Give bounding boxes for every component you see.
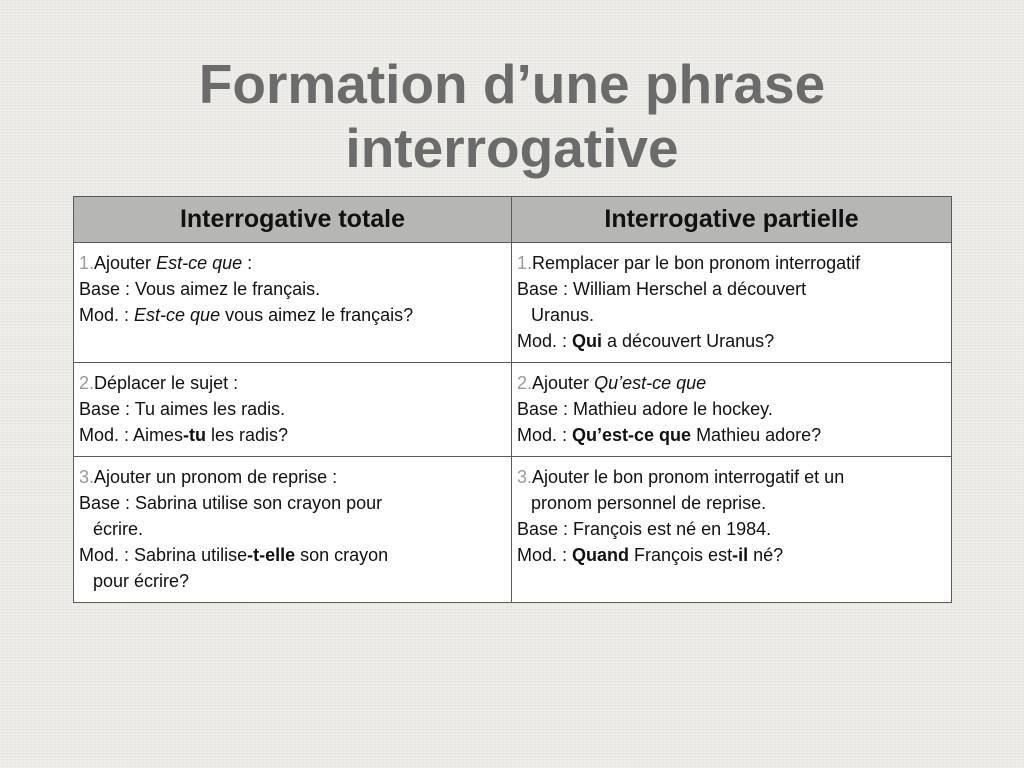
step-line bbox=[517, 370, 946, 396]
step-number: 3. bbox=[517, 467, 533, 487]
step-text: Ajouter un pronom de reprise : bbox=[94, 467, 338, 487]
mod-prefix: Mod. : Aimes bbox=[79, 425, 184, 445]
mod-line bbox=[517, 328, 946, 354]
table-row bbox=[74, 363, 952, 457]
header-interrogative-partielle: Interrogative partielle bbox=[512, 197, 952, 243]
step-text: Ajouter bbox=[532, 373, 595, 393]
step-number: 3. bbox=[79, 467, 95, 487]
mod-line bbox=[517, 422, 946, 448]
base-line: Base : François est né en 1984. bbox=[517, 519, 772, 539]
mod-bold: -t-elle bbox=[247, 545, 296, 565]
slide-title-line-2: interrogative bbox=[345, 117, 679, 179]
mod-suffix: les radis? bbox=[206, 425, 289, 445]
mod-prefix: Mod. : bbox=[517, 545, 573, 565]
base-line-continued: écrire. bbox=[93, 519, 144, 539]
mod-suffix: vous aimez le français? bbox=[220, 305, 414, 325]
mod-bold: Quand bbox=[572, 545, 630, 565]
step-line bbox=[79, 370, 506, 396]
step-line bbox=[517, 250, 946, 276]
mod-line bbox=[517, 542, 946, 568]
mod-suffix: a découvert Uranus? bbox=[602, 331, 775, 351]
mod-bold: Qu’est-ce que bbox=[572, 425, 692, 445]
step-emphasis: Qu’est-ce que bbox=[594, 373, 707, 393]
step-emphasis: Est-ce que bbox=[156, 253, 243, 273]
step-number: 2. bbox=[79, 373, 95, 393]
base-line: Base : Vous aimez le français. bbox=[79, 279, 321, 299]
mod-line-continued: pour écrire? bbox=[93, 571, 190, 591]
header-interrogative-totale: Interrogative totale bbox=[74, 197, 512, 243]
mod-line bbox=[79, 422, 506, 448]
slide-title-line-1: Formation d’une phrase bbox=[198, 53, 826, 115]
base-line: Base : Mathieu adore le hockey. bbox=[517, 399, 773, 419]
table-row bbox=[74, 243, 952, 363]
mod-line bbox=[79, 302, 506, 328]
cell-totale-1 bbox=[74, 243, 512, 363]
step-line bbox=[517, 464, 946, 490]
table-row bbox=[74, 457, 952, 603]
step-text: Ajouter bbox=[94, 253, 157, 273]
cell-totale-2 bbox=[74, 363, 512, 457]
mod-line bbox=[79, 542, 506, 568]
step-line bbox=[79, 250, 506, 276]
mod-prefix: Mod. : bbox=[517, 331, 573, 351]
step-text: Remplacer par le bon pronom interrogatif bbox=[532, 253, 861, 273]
mod-bold: -il bbox=[732, 545, 749, 565]
mod-suffix: son crayon bbox=[295, 545, 389, 565]
step-line-continued: pronom personnel de reprise. bbox=[531, 493, 767, 513]
base-line-continued: Uranus. bbox=[531, 305, 595, 325]
mod-bold: -tu bbox=[183, 425, 207, 445]
base-line: Base : Sabrina utilise son crayon pour bbox=[79, 493, 383, 513]
cell-partielle-3 bbox=[512, 457, 952, 603]
cell-partielle-1 bbox=[512, 243, 952, 363]
mod-suffix: Mathieu adore? bbox=[691, 425, 822, 445]
mod-prefix: Mod. : Sabrina utilise bbox=[79, 545, 248, 565]
step-number: 1. bbox=[79, 253, 95, 273]
base-line: Base : William Herschel a découvert bbox=[517, 279, 807, 299]
mod-bold: Qui bbox=[572, 331, 603, 351]
mod-prefix: Mod. : bbox=[517, 425, 573, 445]
step-text-end: : bbox=[242, 253, 253, 273]
step-text: Ajouter le bon pronom interrogatif et un bbox=[532, 467, 845, 487]
base-line: Base : Tu aimes les radis. bbox=[79, 399, 286, 419]
step-text: Déplacer le sujet : bbox=[94, 373, 239, 393]
interrogative-table bbox=[73, 196, 952, 603]
step-number: 2. bbox=[517, 373, 533, 393]
table-header-row bbox=[74, 197, 952, 243]
cell-partielle-2 bbox=[512, 363, 952, 457]
mod-emphasis: Est-ce que bbox=[134, 305, 221, 325]
step-number: 1. bbox=[517, 253, 533, 273]
step-line bbox=[79, 464, 506, 490]
mod-prefix: Mod. : bbox=[79, 305, 135, 325]
cell-totale-3 bbox=[74, 457, 512, 603]
slide-title bbox=[0, 52, 1024, 180]
mod-suffix: né? bbox=[748, 545, 784, 565]
mod-middle: François est bbox=[629, 545, 733, 565]
